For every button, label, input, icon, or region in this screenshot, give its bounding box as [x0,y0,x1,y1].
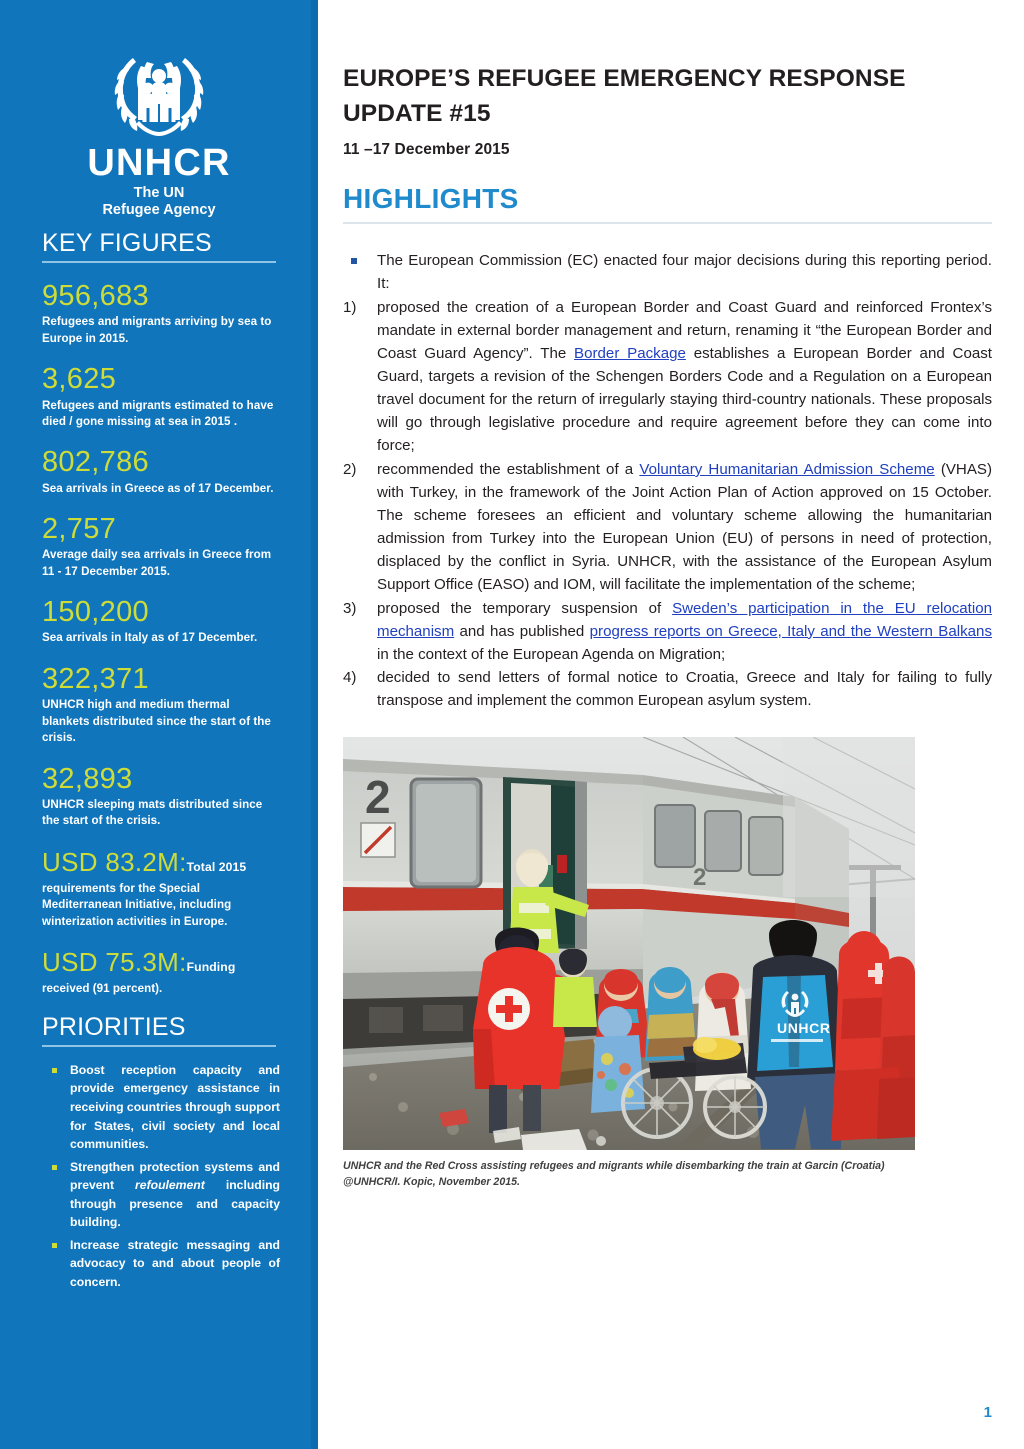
funding-figure-item [42,945,276,998]
decision-text: in the context of the European Agenda on Migration; [377,645,726,663]
highlights-heading: HIGHLIGHTS [343,183,992,224]
priority-list-item [52,1061,280,1154]
decision-text: decided to send letters of formal notice to Croatia, Greece and Italy for failing to fully transpose and implement the common European asylum system. [377,669,992,710]
key-figure-description: Sea arrivals in Italy as of 17 December. [42,631,258,645]
sidebar-edge-stripe [311,0,318,1449]
unhcr-tagline [0,185,318,219]
numbered-decision-item [343,459,992,597]
decision-text: establishes a European Border and Coast Guard, targets a revision of the Schengen Borders Code and a Regulation on a European travel document for the return of irregularly staying third-country nationals. These proposals will go through legislative procedure and require agreement before they can come into force; [377,345,992,455]
funding-figure-inline-label: Total 2015 [186,859,247,874]
priority-text-tail: including through presence and capacity building. [70,1178,280,1230]
key-figure-description: UNHCR high and medium thermal blankets distributed since the start of the crisis. [42,698,271,745]
priorities-heading: PRIORITIES [42,1013,276,1047]
vhas-link[interactable]: Voluntary Humanitarian Admission Scheme [639,461,935,478]
list-marker: 2) [343,461,357,478]
key-figure-value: 3,625 [42,363,117,396]
key-figure-value: 2,757 [42,513,117,546]
list-marker: 3) [343,599,357,617]
key-figures-list [0,263,318,998]
priority-text-italic: refoulement [135,1178,205,1193]
decision-text: proposed the creation of a European Border and Coast Guard and reinforced Frontex’s mandate in external border management and return, renaming it “the European Border and Coast Guard Agency”. The [377,299,992,363]
priority-list-item [52,1236,280,1292]
funding-figure-description: requirements for the Special Mediterranean Initiative, including winterization activities in Europe. [42,881,232,928]
decision-text: proposed the temporary suspension of [377,599,673,617]
progress-reports-link[interactable]: progress reports on Greece, Italy and the Western Balkans [589,622,992,640]
key-figures-heading: KEY FIGURES [42,229,276,263]
refugees-boarding-train-photo [343,737,915,1150]
priority-list-item [52,1158,280,1232]
sidebar [0,0,318,1449]
priorities-list [0,1047,318,1292]
key-figure-description: Refugees and migrants arriving by sea to Europe in 2015. [42,315,272,345]
unhcr-wordmark: UNHCR [87,142,231,184]
unhcr-emblem-icon [103,36,215,142]
priority-text: Strengthen protection systems and prevent [70,1159,280,1193]
numbered-decision-item [343,667,992,713]
key-figure-value: 956,683 [42,280,149,313]
funding-figure-description: received (91 percent). [42,982,163,996]
funding-figure-item [42,845,276,931]
funding-figure-inline-label: Funding [186,960,236,975]
key-figure-value: 322,371 [42,662,149,695]
svg-text:UNHCR: UNHCR [777,1020,831,1037]
numbered-decision-item [343,598,992,667]
list-marker: 4) [343,669,357,687]
priority-text: Increase strategic messaging and advocacy to and about people of concern. [70,1237,280,1289]
key-figure-item [42,762,276,830]
key-figure-value: 32,893 [42,762,133,795]
key-figure-description: Sea arrivals in Greece as of 17 December. [42,481,274,495]
highlights-list [343,250,992,296]
photo-caption-line2: @UNHCR/I. Kopic, November 2015. [343,1176,520,1189]
highlights-intro-bullet: The European Commission (EC) enacted four major decisions during this reporting period. It: [343,250,992,296]
sweden-relocation-link[interactable]: Sweden’s participation in the EU relocation mechanism [377,599,992,640]
key-figure-item [42,662,276,747]
list-marker: 1) [343,299,357,317]
key-figure-value: 150,200 [42,596,149,629]
page-title: EUROPE’S REFUGEE EMERGENCY RESPONSE UPDATE #15 [343,65,906,127]
priority-text: Boost reception capacity and provide emergency assistance in receiving countries through support for States, civil society and local communities. [70,1062,280,1152]
main-content [318,0,1024,1449]
decision-text: and has published [454,622,590,640]
funding-figure-value: USD 83.2M: [42,846,187,877]
photo-illustration [343,737,915,1150]
key-figure-value: 802,786 [42,446,149,479]
page-number: 1 [983,1404,992,1421]
key-figure-item [42,595,276,647]
photo-caption-line1: UNHCR and the Red Cross assisting refugees and migrants while disembarking the train at Garcin (Croatia) [343,1160,885,1173]
funding-figure-value-row [42,845,276,879]
report-date-range: 11 –17 December 2015 [343,140,510,158]
photo-caption [343,1159,943,1191]
key-figure-item [42,362,276,430]
unhcr-logo [0,0,318,219]
key-figure-item [42,445,276,497]
key-figure-item [42,512,276,580]
svg-text:2: 2 [693,864,707,892]
key-figure-description: Refugees and migrants estimated to have died / gone missing at sea in 2015 . [42,398,274,429]
svg-text:2: 2 [365,771,391,824]
key-figure-description: UNHCR sleeping mats distributed since the start of the crisis. [42,797,263,828]
key-figure-description: Average daily sea arrivals in Greece from 11 - 17 December 2015. [42,548,272,578]
funding-figure-value-row [42,945,276,979]
numbered-decisions-list [343,297,992,713]
funding-figure-value: USD 75.3M: [42,947,187,978]
unhcr-tagline-line1: The UN [133,185,185,201]
unhcr-tagline-line2: Refugee Agency [102,202,216,219]
border-package-link[interactable]: Border Package [574,345,686,363]
decision-text: recommended the establishment of a [377,461,640,478]
key-figure-item [42,279,276,347]
numbered-decision-item [343,297,992,458]
decision-text: (VHAS) with Turkey, in the framework of the Joint Action Plan of Action approved on 15 October. The scheme foresees an efficient and voluntary scheme allowing the humanitarian admission from Turkey into the European Union (EU) of persons in need of protection, displaced by the conflict in Syria. UNHCR, with the assistance of the European Asylum Support Office (EASO) and IOM, will facilitate the implementation of the scheme; [377,461,992,593]
